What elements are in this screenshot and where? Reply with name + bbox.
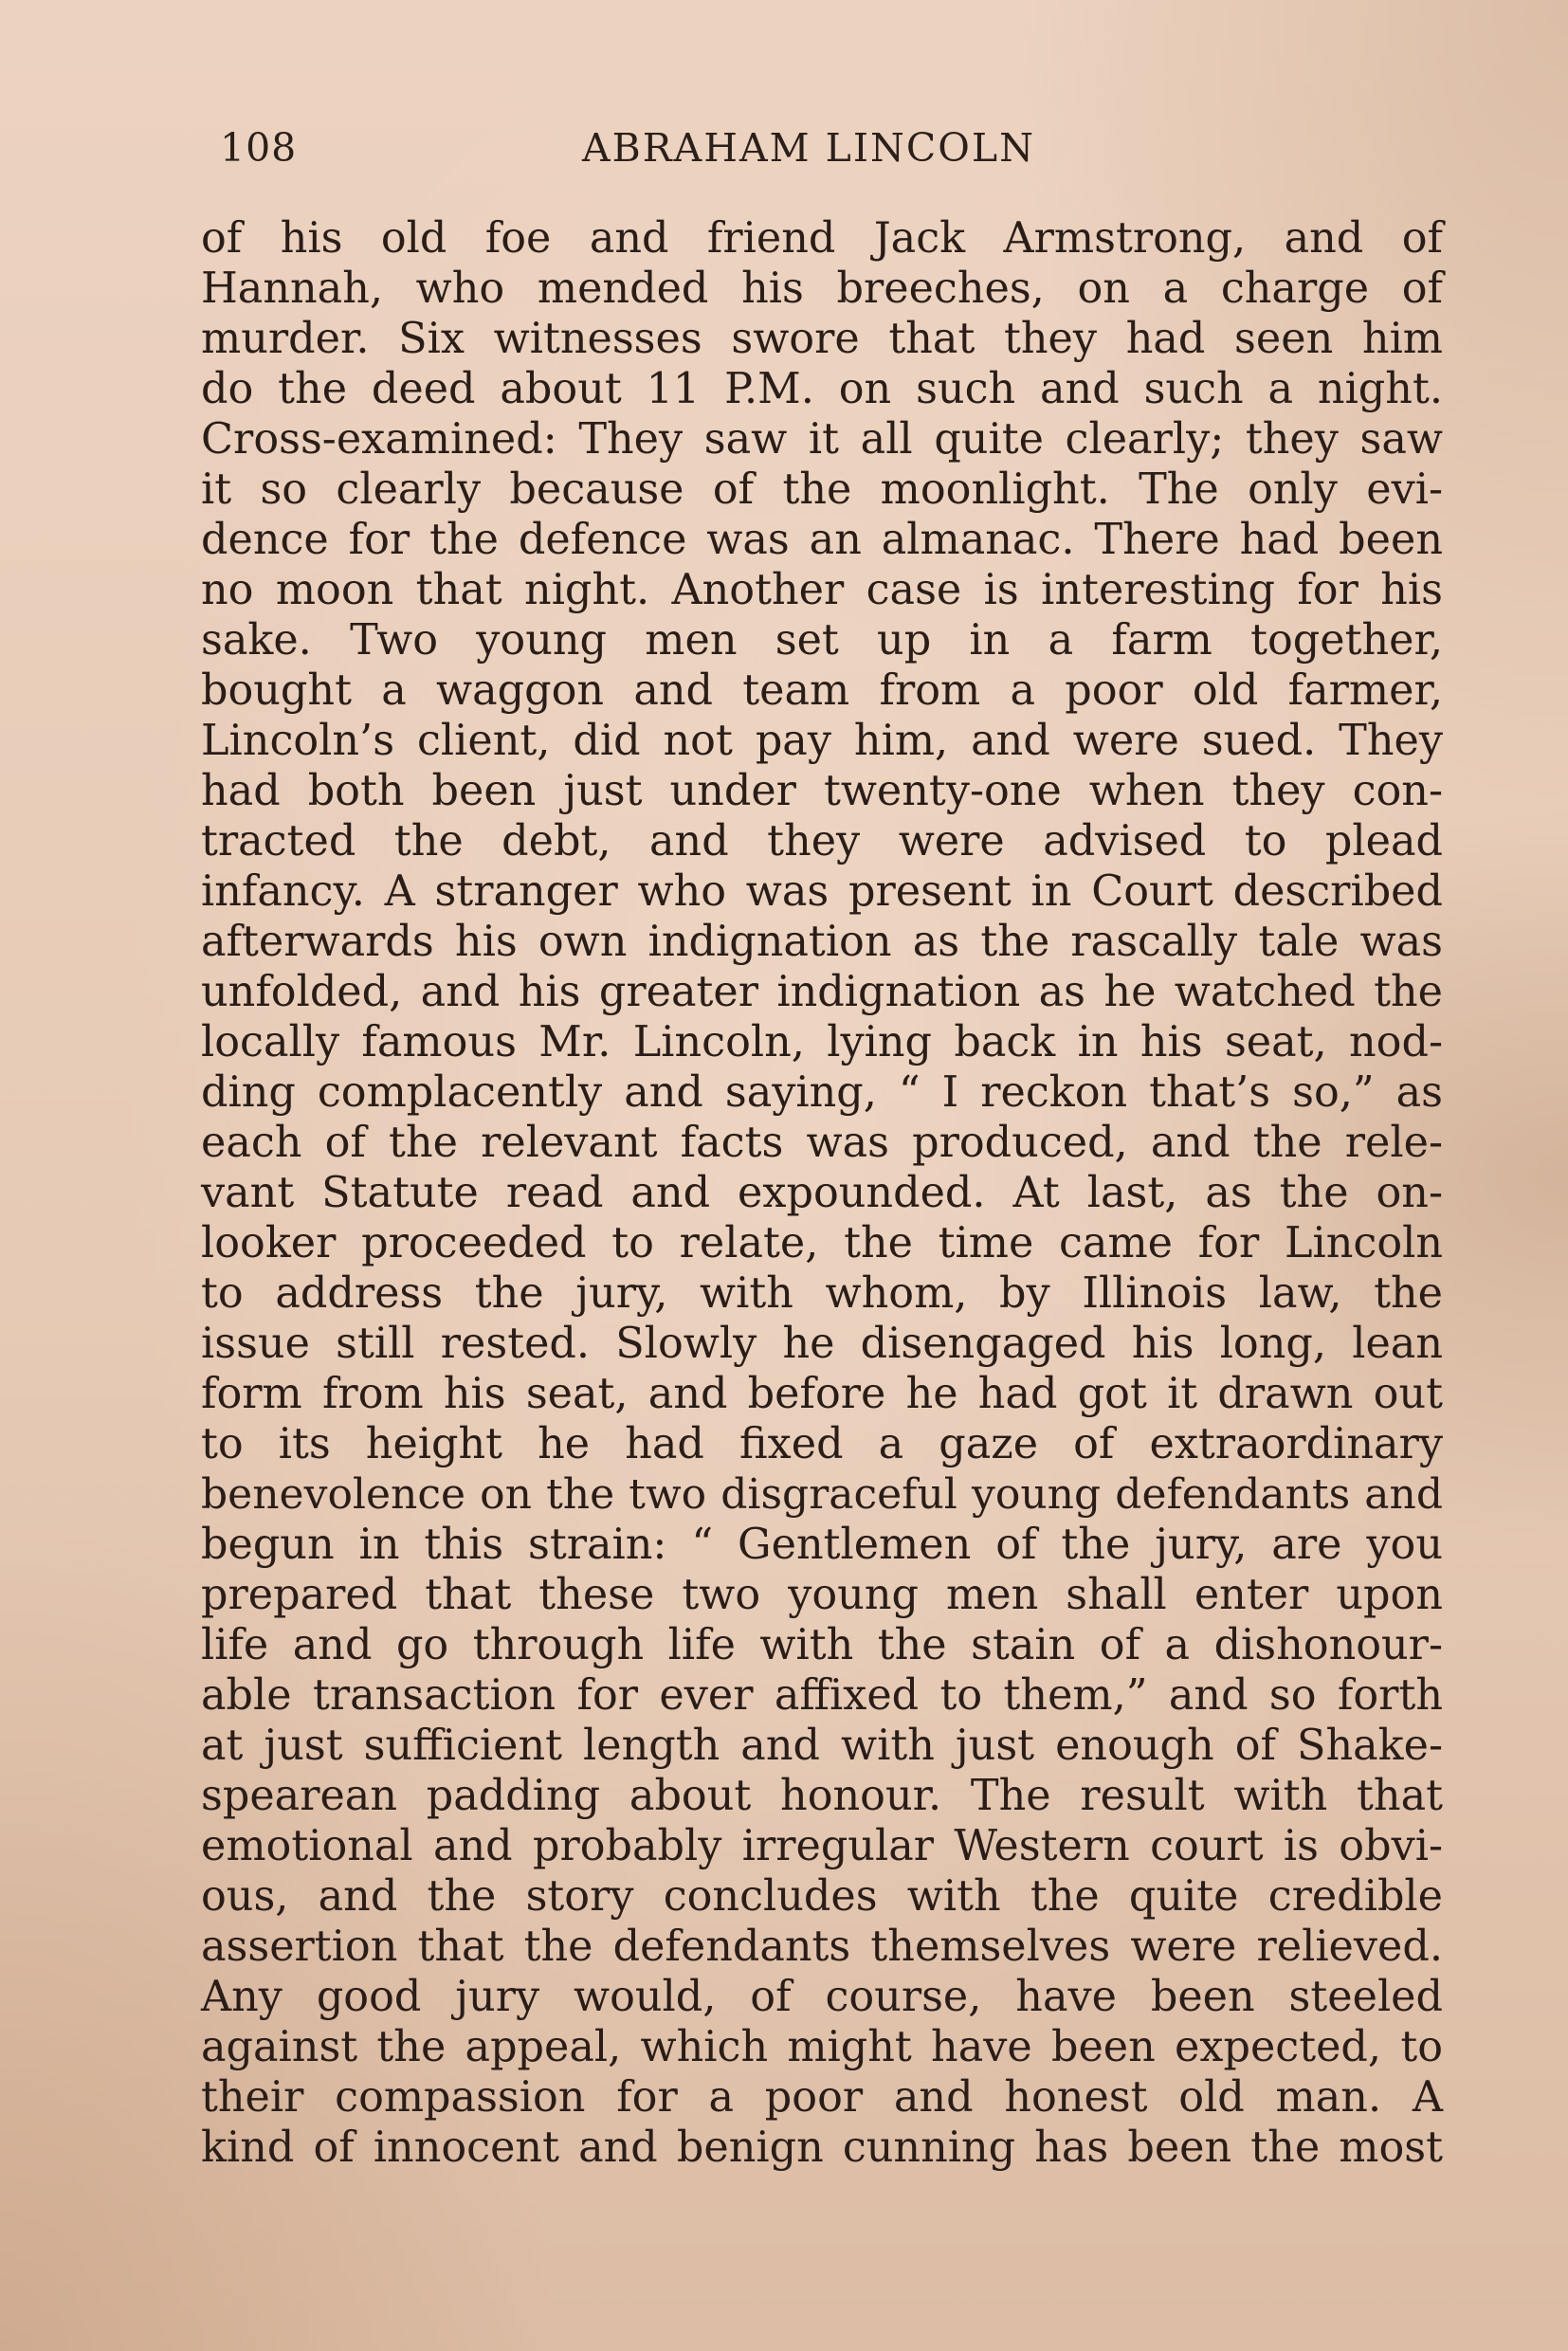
text-line: able transaction for ever affixed to them,” and so forth (201, 1671, 1443, 1720)
text-line: each of the relevant facts was produced, and the rele- (201, 1119, 1443, 1167)
text-line: Lincoln’s client, did not pay him, and were sued. They (201, 717, 1443, 765)
running-title: ABRAHAM LINCOLN (582, 125, 1035, 171)
text-line: at just sufficient length and with just enough of Shake- (201, 1722, 1443, 1770)
text-line: assertion that the defendants themselves were relieved. (201, 1923, 1443, 1971)
text-line: it so clearly because of the moonlight. The only evi- (201, 465, 1443, 514)
page-number: 108 (220, 125, 298, 171)
text-line: murder. Six witnesses swore that they had seen him (201, 315, 1443, 363)
body-text (201, 213, 1443, 2173)
text-line: do the deed about 11 P.M. on such and such a night. (201, 365, 1443, 413)
text-line: of his old foe and friend Jack Armstrong, and of (201, 214, 1443, 263)
text-line: begun in this strain: “ Gentlemen of the jury, are you (201, 1521, 1443, 1569)
text-line: issue still rested. Slowly he disengaged his long, lean (201, 1320, 1443, 1368)
text-line: tracted the debt, and they were advised to plead (201, 817, 1443, 866)
text-line: against the appeal, which might have been expected, to (201, 2023, 1443, 2071)
text-line: Hannah, who mended his breeches, on a charge of (201, 264, 1443, 313)
text-line: prepared that these two young men shall enter upon (201, 1571, 1443, 1619)
text-line: dence for the defence was an almanac. There had been (201, 516, 1443, 564)
text-line: looker proceeded to relate, the time came for Lincoln (201, 1219, 1443, 1267)
running-head (220, 125, 1471, 182)
text-line: bought a waggon and team from a poor old farmer, (201, 666, 1443, 715)
text-line: no moon that night. Another case is interesting for his (201, 566, 1443, 614)
text-line: spearean padding about honour. The result with that (201, 1772, 1443, 1820)
text-line: Any good jury would, of course, have been steeled (201, 1973, 1443, 2021)
text-line: locally famous Mr. Lincoln, lying back in his seat, nod- (201, 1018, 1443, 1066)
text-line: had both been just under twenty-one when they con- (201, 767, 1443, 815)
text-line: Cross-examined: They saw it all quite clearly; they saw (201, 415, 1443, 464)
text-line: ous, and the story concludes with the quite credible (201, 1872, 1443, 1921)
text-line: sake. Two young men set up in a farm together, (201, 616, 1443, 665)
text-line: life and go through life with the stain of a dishonour- (201, 1621, 1443, 1669)
text-line: infancy. A stranger who was present in Court described (201, 867, 1443, 916)
text-line: benevolence on the two disgraceful young defendants and (201, 1470, 1443, 1519)
text-line: vant Statute read and expounded. At last, as the on- (201, 1169, 1443, 1217)
text-line: form from his seat, and before he had got it drawn out (201, 1370, 1443, 1418)
text-line: to address the jury, with whom, by Illinois law, the (201, 1269, 1443, 1318)
text-line: ding complacently and saying, “ I reckon that’s so,” as (201, 1068, 1443, 1117)
text-line: emotional and probably irregular Western court is obvi- (201, 1822, 1443, 1870)
text-line: to its height he had fixed a gaze of extraordinary (201, 1420, 1443, 1468)
text-line: unfolded, and his greater indignation as he watched the (201, 968, 1443, 1016)
text-line: kind of innocent and benign cunning has been the most (201, 2123, 1443, 2172)
text-line: their compassion for a poor and honest old man. A (201, 2073, 1443, 2122)
text-line: afterwards his own indignation as the rascally tale was (201, 918, 1443, 966)
